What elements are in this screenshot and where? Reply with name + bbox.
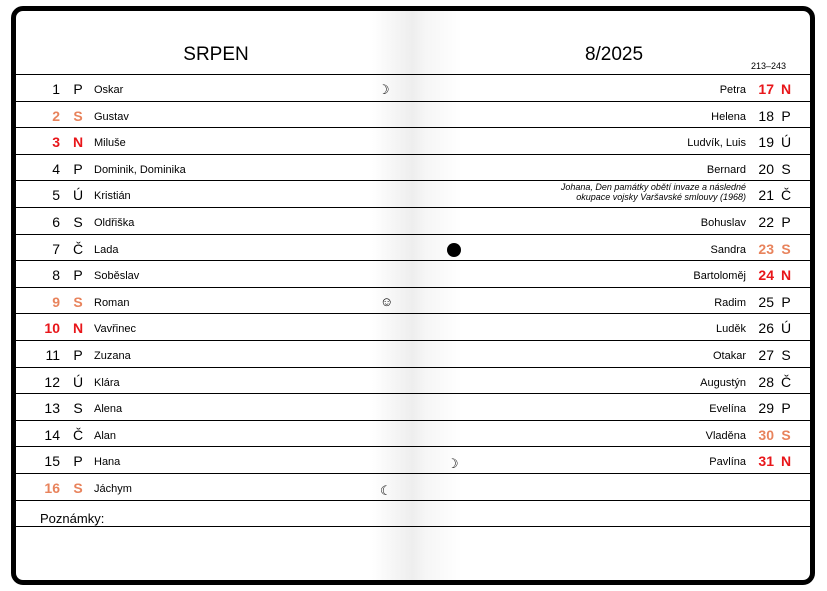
day-row-16: [16, 473, 416, 499]
day-of-week: N: [780, 453, 792, 469]
day-number: 15: [44, 453, 60, 469]
day-number: 24: [758, 267, 774, 283]
day-number: 5: [52, 187, 60, 203]
day-number: 2: [52, 108, 60, 124]
name-day: Helena: [711, 111, 746, 123]
day-row-28: [416, 367, 812, 393]
full-moon-icon: ☺: [380, 294, 394, 309]
day-of-week: Ú: [72, 187, 84, 203]
day-of-week: Č: [780, 374, 792, 390]
day-row-13: [16, 393, 416, 419]
day-number: 31: [758, 453, 774, 469]
day-number: 3: [52, 134, 60, 150]
first-quarter-moon-icon: ☽: [378, 82, 390, 97]
name-day: Dominik, Dominika: [94, 164, 186, 176]
name-day: Soběslav: [94, 270, 140, 282]
day-of-week: P: [73, 347, 83, 363]
day-row-7: [16, 234, 416, 260]
name-day: Luděk: [716, 323, 746, 335]
name-day: Kristián: [94, 190, 131, 202]
day-row-3: [16, 127, 416, 153]
row-divider: [16, 500, 810, 501]
day-row-29: [416, 393, 812, 419]
name-day: Vladěna: [705, 430, 746, 442]
name-day: Roman: [94, 297, 130, 309]
day-number: 25: [758, 294, 774, 310]
day-of-week: Č: [72, 427, 84, 443]
name-day: Lada: [94, 244, 119, 256]
name-day: Alan: [94, 430, 117, 442]
day-of-week: S: [781, 241, 791, 257]
day-number: 11: [45, 347, 60, 363]
name-day: Otakar: [712, 350, 746, 362]
day-of-week: Ú: [72, 374, 84, 390]
name-day: Gustav: [94, 111, 129, 123]
day-row-24: [416, 260, 812, 286]
day-row-25: [416, 287, 812, 313]
day-number: 17: [758, 81, 774, 97]
day-number: 26: [758, 320, 774, 336]
row-divider: [16, 526, 810, 527]
day-of-week: P: [73, 81, 83, 97]
day-number: 9: [52, 294, 60, 310]
day-number: 19: [758, 134, 774, 150]
day-number: 10: [44, 320, 60, 336]
day-of-year-range: 213–243: [750, 61, 786, 71]
day-number: 14: [44, 427, 60, 443]
day-of-week: S: [781, 347, 791, 363]
name-day: Bartoloměj: [693, 270, 746, 282]
day-of-week: N: [780, 81, 792, 97]
name-day: Zuzana: [94, 350, 131, 362]
month-title: SRPEN: [183, 44, 249, 65]
day-number: 12: [44, 374, 60, 390]
day-of-week: P: [73, 161, 83, 177]
name-day: [561, 182, 746, 202]
day-row-26: [416, 313, 812, 339]
day-number: 13: [44, 400, 60, 416]
day-number: 21: [758, 187, 774, 203]
day-row-6: [16, 207, 416, 233]
notes-label: Poznámky:: [40, 511, 105, 526]
day-of-week: Ú: [780, 134, 792, 150]
day-number: 16: [44, 480, 60, 496]
day-row-17: [416, 74, 812, 100]
day-of-week: S: [73, 108, 83, 124]
day-of-week: Č: [72, 241, 84, 257]
name-day: Bohuslav: [700, 217, 746, 229]
day-row-4: [16, 154, 416, 180]
name-day: Miluše: [94, 137, 126, 149]
day-row-9: [16, 287, 416, 313]
day-number: 1: [52, 81, 60, 97]
month-number-title: 8/2025: [584, 44, 644, 65]
day-row-22: [416, 207, 812, 233]
day-row-1: [16, 74, 416, 100]
day-of-week: Ú: [780, 320, 792, 336]
name-day: Evelína: [709, 403, 746, 415]
day-of-week: N: [72, 320, 84, 336]
day-of-week: N: [780, 267, 792, 283]
day-row-15: [16, 446, 416, 472]
name-day: Augustýn: [700, 377, 746, 389]
day-of-week: P: [781, 214, 791, 230]
day-number: 29: [758, 400, 774, 416]
day-row-27: [416, 340, 812, 366]
day-number: 7: [52, 241, 60, 257]
name-day: Vavřinec: [94, 323, 136, 335]
day-of-week: P: [73, 453, 83, 469]
day-number: 4: [52, 161, 60, 177]
day-row-14: [16, 420, 416, 446]
day-number: 30: [758, 427, 774, 443]
day-row-8: [16, 260, 416, 286]
name-day: Radim: [714, 297, 746, 309]
day-of-week: S: [73, 480, 83, 496]
day-of-week: S: [73, 294, 83, 310]
name-day: Klára: [94, 377, 120, 389]
day-number: 22: [758, 214, 774, 230]
day-of-week: P: [781, 294, 791, 310]
name-day: Ludvík, Luis: [687, 137, 746, 149]
day-number: 27: [758, 347, 774, 363]
name-day: Alena: [94, 403, 123, 415]
name-day: Sandra: [710, 244, 746, 256]
day-number: 18: [758, 108, 774, 124]
day-of-week: P: [73, 267, 83, 283]
new-moon-icon: [447, 243, 461, 257]
day-of-week: S: [781, 427, 791, 443]
day-number: 20: [758, 161, 774, 177]
name-day: Oskar: [94, 84, 124, 96]
name-day: Petra: [719, 84, 746, 96]
day-row-23: [416, 234, 812, 260]
day-of-week: S: [781, 161, 791, 177]
day-number: 8: [52, 267, 60, 283]
name-day: Jáchym: [94, 483, 132, 495]
day-row-31: [416, 446, 812, 472]
day-number: 23: [758, 241, 774, 257]
day-row-11: [16, 340, 416, 366]
name-day: Pavlína: [709, 456, 746, 468]
day-row-30: [416, 420, 812, 446]
day-row-20: [416, 154, 812, 180]
day-of-week: S: [73, 214, 83, 230]
day-row-12: [16, 367, 416, 393]
day-of-week: S: [73, 400, 83, 416]
last-quarter-moon-icon: ☾: [380, 483, 392, 498]
name-day-line: Johana, Den památky obětí invaze a následné: [560, 182, 746, 192]
day-row-2: [16, 101, 416, 127]
name-day: Hana: [94, 456, 121, 468]
day-of-week: P: [781, 400, 791, 416]
day-row-18: [416, 101, 812, 127]
name-day: Bernard: [706, 164, 746, 176]
day-of-week: P: [781, 108, 791, 124]
name-day-line: okupace vojsky Varšavské smlouvy (1968): [576, 192, 746, 202]
day-row-10: [16, 313, 416, 339]
day-of-week: Č: [780, 187, 792, 203]
day-number: 28: [758, 374, 774, 390]
day-row-5: [16, 180, 416, 206]
day-row-21: [416, 180, 812, 206]
day-of-week: N: [72, 134, 84, 150]
name-day: Oldřiška: [94, 217, 135, 229]
day-number: 6: [52, 214, 60, 230]
calendar-page: [11, 6, 815, 585]
day-row-19: [416, 127, 812, 153]
first-quarter-moon-icon-2: ☽: [447, 456, 459, 471]
